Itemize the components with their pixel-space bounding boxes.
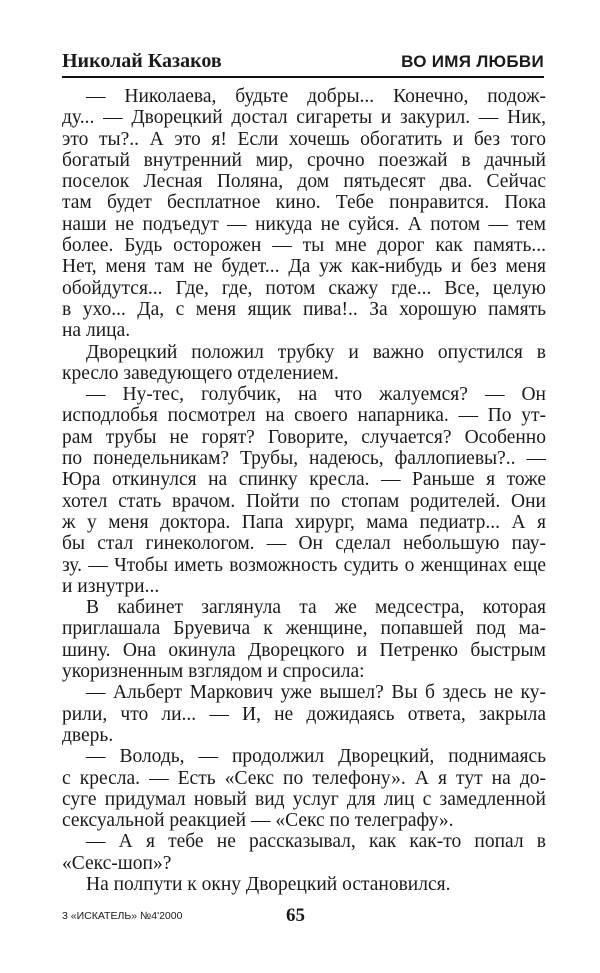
book-title: ВО ИМЯ ЛЮБВИ bbox=[401, 52, 544, 71]
text-line: это ты?.. А это я! Если хочешь обогатить и без того bbox=[62, 128, 546, 150]
text-line: в ухо... Да, с меня ящик пива!.. За хорошую память bbox=[62, 298, 546, 320]
text-line: и изнутри... bbox=[62, 575, 160, 597]
text-line: наши не подъедут — никуда не суйся. А потом — тем bbox=[62, 213, 546, 235]
text-line: на лица. bbox=[62, 320, 131, 342]
text-line: более. Будь осторожен — ты мне дорог как память... bbox=[62, 235, 546, 257]
page-body-text bbox=[62, 86, 546, 895]
text-line: — Володь, — продолжил Дворецкий, поднимаясь bbox=[86, 746, 546, 768]
text-line: «Секс-шоп»? bbox=[62, 852, 172, 874]
text-line: приглашала Бруевича к женщине, попавшей под ма- bbox=[62, 618, 546, 640]
text-line: суге придумал новый вид услуг для лиц с замедленной bbox=[62, 788, 546, 810]
text-line: хотел стать врачом. Пойти по стопам родителей. Они bbox=[62, 490, 546, 512]
text-line: Нет, меня там не будет... Да уж как-нибудь и без меня bbox=[62, 256, 546, 278]
text-line: — Николаева, будьте добры... Конечно, подож- bbox=[86, 86, 546, 107]
footer-signature: 3 «ИСКАТЕЛЬ» №4'2000 bbox=[62, 910, 183, 922]
text-line: — А я тебе не рассказывал, как как-то попал в bbox=[86, 831, 546, 853]
text-line: с кресла. — Есть «Секс по телефону». А я тут на до- bbox=[62, 767, 546, 789]
author-name: Николай Казаков bbox=[62, 50, 222, 72]
text-line: зу. — Чтобы иметь возможность судить о женщинах еще bbox=[62, 554, 546, 576]
text-line: богатый внутренний мир, срочно поезжай в дачный bbox=[62, 149, 546, 171]
text-line: по понедельникам? Трубы, надеюсь, фаллопиевы?.. — bbox=[62, 448, 546, 470]
text-line: — Альберт Маркович уже вышел? Вы б здесь не ку- bbox=[86, 682, 546, 704]
text-line: дверь. bbox=[62, 724, 114, 746]
text-line: ж у меня доктора. Папа хирург, мама педиатр... А я bbox=[62, 511, 546, 533]
text-line: бы стал гинекологом. — Он сделал небольшую пау- bbox=[62, 533, 546, 555]
text-line: поселок Лесная Поляна, дом пятьдесят два. Сейчас bbox=[62, 171, 546, 193]
text-line: кресло заведующего отделением. bbox=[62, 362, 339, 384]
text-line: — Ну-тес, голубчик, на что жалуемся? — Он bbox=[86, 384, 546, 406]
text-line: шину. Она окинула Дворецкого и Петренко быстрым bbox=[62, 639, 546, 661]
text-line: рили, что ли... — И, не дожидаясь ответа, закрыла bbox=[62, 703, 546, 725]
text-line: Дворецкий положил трубку и важно опустился в bbox=[86, 341, 546, 363]
text-line: ду... — Дворецкий достал сигареты и закурил. — Ник, bbox=[62, 107, 546, 129]
text-line: Юра откинулся на спинку кресла. — Раньше я тоже bbox=[62, 469, 546, 491]
text-line: На полпути к окну Дворецкий остановился. bbox=[86, 873, 451, 895]
text-line: там будет бесплатное кино. Тебе понравится. Пока bbox=[62, 192, 546, 214]
text-line: укоризненным взглядом и спросила: bbox=[62, 661, 365, 683]
text-line: рам трубы не горят? Говорите, случается? Особенно bbox=[62, 426, 546, 448]
text-line: В кабинет заглянула та же медсестра, которая bbox=[86, 597, 546, 619]
text-line: исподлобья посмотрел на своего напарника. — По ут- bbox=[62, 405, 546, 427]
text-line: обойдутся... Где, где, потом скажу где... Все, целую bbox=[62, 277, 546, 299]
running-header bbox=[62, 48, 544, 78]
page-number: 65 bbox=[286, 905, 305, 926]
text-line: сексуальной реакцией — «Секс по телеграфу». bbox=[62, 810, 454, 832]
